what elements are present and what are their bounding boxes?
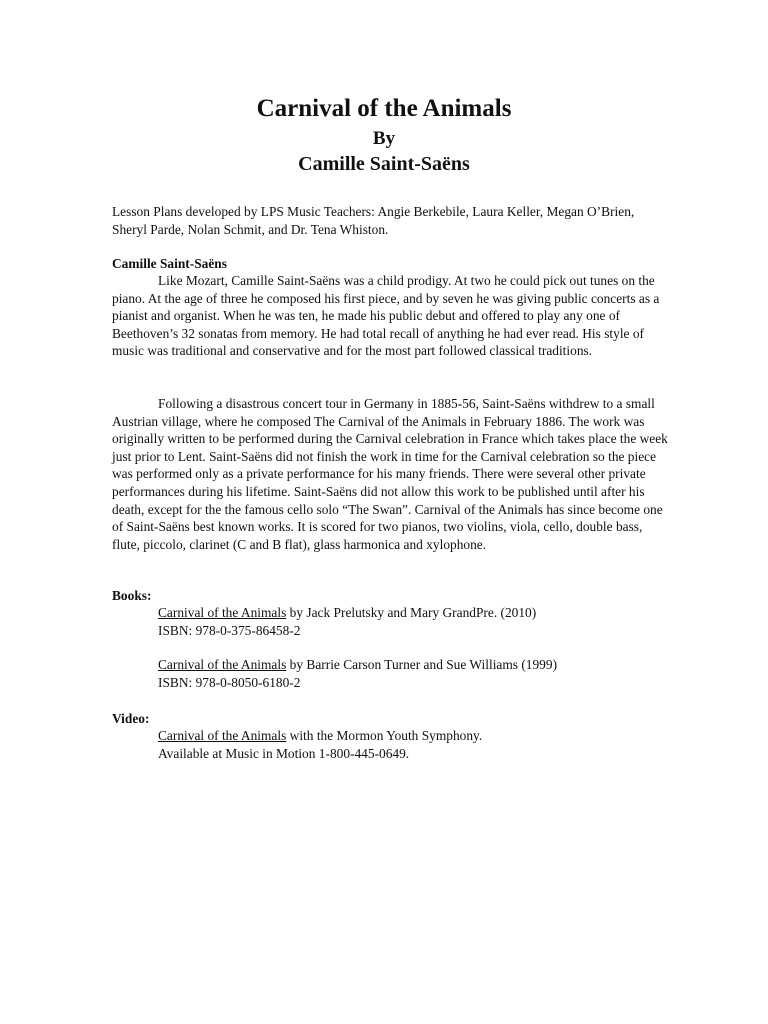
book-authors: by Jack Prelutsky and Mary GrandPre. (2010) — [286, 605, 537, 620]
book-entry — [158, 604, 678, 639]
credits-line: Lesson Plans developed by LPS Music Teachers: Angie Berkebile, Laura Keller, Megan O’Brien, Sheryl Parde, Nolan Schmit, and Dr. Tena Whiston. — [112, 204, 635, 237]
document-title: Carnival of the Animals — [256, 95, 512, 122]
biography-paragraph-1: Like Mozart, Camille Saint-Saëns was a child prodigy. At two he could pick out tunes on the piano. At the age of three he composed his first piece, and by seven he was giving public concerts as a pianist and organist. When he was ten, he made his public debut and offered to play any one of Beethoven’s 32 sonatas from memory. He had total recall of anything he had ever read. His style of music was traditional and conservative and for the most part followed classical traditions. — [112, 273, 660, 359]
book-citation — [158, 656, 678, 674]
title-by: By — [372, 128, 396, 149]
book-isbn: ISBN: 978-0-8050-6180-2 — [158, 674, 301, 690]
book-title: Carnival of the Animals — [158, 657, 287, 672]
video-citation — [158, 727, 678, 745]
book-authors: by Barrie Carson Turner and Sue Williams (1999) — [286, 657, 558, 672]
video-performer: with the Mormon Youth Symphony. — [286, 728, 483, 743]
book-isbn: ISBN: 978-0-375-86458-2 — [158, 622, 301, 638]
video-entry — [158, 727, 678, 762]
book-title: Carnival of the Animals — [158, 605, 287, 620]
video-availability: Available at Music in Motion 1-800-445-0649. — [158, 745, 410, 761]
biography-paragraph-2: Following a disastrous concert tour in Germany in 1885-56, Saint-Saëns withdrew to a small Austrian village, where he composed The Carnival of the Animals in February 1886. The work was originally written to be performed during the Carnival celebration in France which takes place the week just prior to Lent. Saint-Saëns did not finish the work in time for the Carnival celebration so the piece was performed only as a private performance for his many friends. There were several other private performances during his lifetime. Saint-Saëns did not allow this work to be published until after his death, except for the the famous cello solo “The Swan”. Carnival of the Animals has since become one of Saint-Saëns best known works. It is scored for two pianos, two violins, viola, cello, double bass, flute, piccolo, clarinet (C and B flat), glass harmonica and xylophone. — [112, 396, 668, 552]
books-heading: Books: — [112, 588, 152, 603]
biography-heading: Camille Saint-Saëns — [112, 256, 227, 271]
book-citation — [158, 604, 678, 622]
composer-name: Camille Saint-Saëns — [298, 153, 470, 175]
video-heading: Video: — [112, 711, 150, 726]
book-entry — [158, 656, 678, 691]
video-title: Carnival of the Animals — [158, 728, 287, 743]
